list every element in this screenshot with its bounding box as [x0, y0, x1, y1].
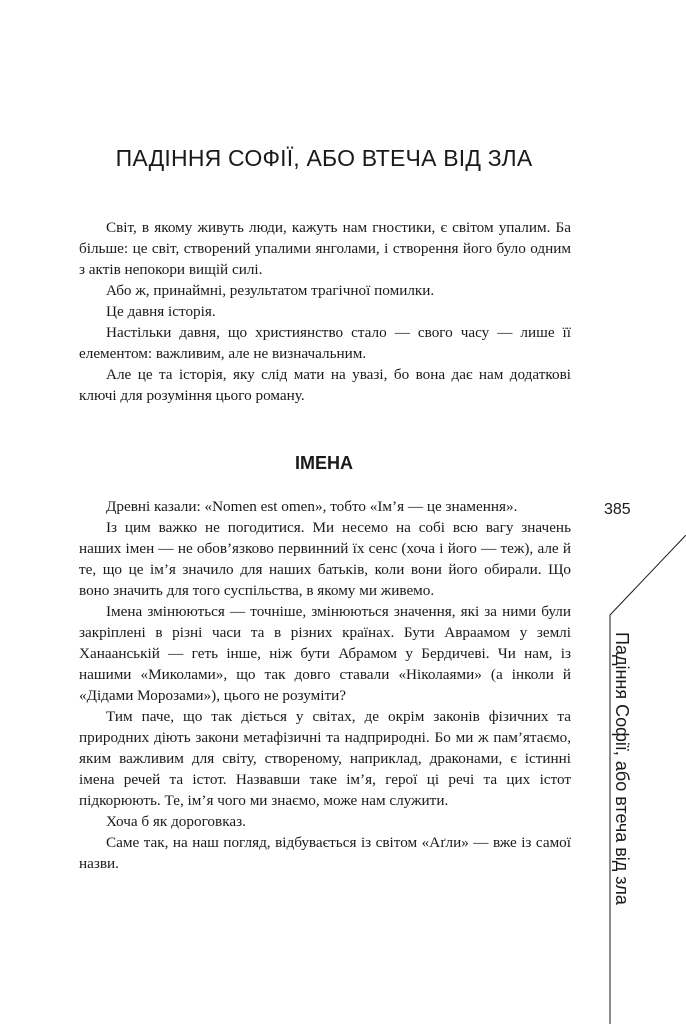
- paragraph: Настільки давня, що християнство стало — свого часу — лише її елементом: важливим, але не визначальним.: [79, 324, 571, 362]
- intro-text: [79, 217, 571, 406]
- paragraph: Древні казали: «Nomen est omen», тобто «Ім’я — це знамення».: [106, 498, 518, 515]
- page-number: 385: [604, 501, 631, 518]
- paragraph: Із цим важко не погодитися. Ми несемо на собі всю вагу значень наших імен — не обов’язково первинний їх сенс (хоча і його — теж), але й те, що це ім’я значило для наших батьків, коли вони його обирали. Що воно значить для того суспільства, в якому ми живемо.: [79, 519, 571, 599]
- paragraph: Це давня історія.: [106, 303, 216, 320]
- chapter-title: ПАДІННЯ СОФІЇ, АБО ВТЕЧА ВІД ЗЛА: [115, 145, 533, 171]
- section-text: [79, 496, 571, 874]
- paragraph: Імена змінюються — точніше, змінюються значення, які за ними були закріплені в різні часи та в різних країнах. Бути Авраамом у землі Ханаанській — геть інше, ніж бути Абрамом у Бердичеві. Чи нам, із нашими «Миколами», що так довго ставали «Ніколаями» (а інколи й «Дідами Морозами»), цього не розуміти?: [79, 603, 571, 704]
- running-head: Падіння Софії, або втеча від зла: [612, 632, 632, 905]
- paragraph: Саме так, на наш погляд, відбувається із світом «Аґли» — вже із самої назви.: [79, 834, 571, 872]
- paragraph: Або ж, принаймні, результатом трагічної помилки.: [106, 282, 435, 299]
- paragraph: Хоча б як дороговказ.: [106, 813, 246, 830]
- section-heading: ІМЕНА: [295, 453, 353, 473]
- paragraph: Тим паче, що так діється у світах, де окрім законів фізичних та природних діють закони метафізичні та надприродні. Бо ми ж пам’ятаємо, яким важливим для світу, створеному, наприклад, драконами, є істинні імена речей та істот. Назвавши таке ім’я, герої ці речі та цих істот підкорюють. Те, ім’я чого ми знаємо, може нам служити.: [79, 708, 571, 809]
- paragraph: Але це та історія, яку слід мати на увазі, бо вона дає нам додаткові ключі для розуміння цього роману.: [79, 366, 571, 404]
- paragraph: Світ, в якому живуть люди, кажуть нам гностики, є світом упалим. Ба більше: це світ, створений упалими янголами, і створення його було одним з актів непокори вищій силі.: [79, 219, 571, 278]
